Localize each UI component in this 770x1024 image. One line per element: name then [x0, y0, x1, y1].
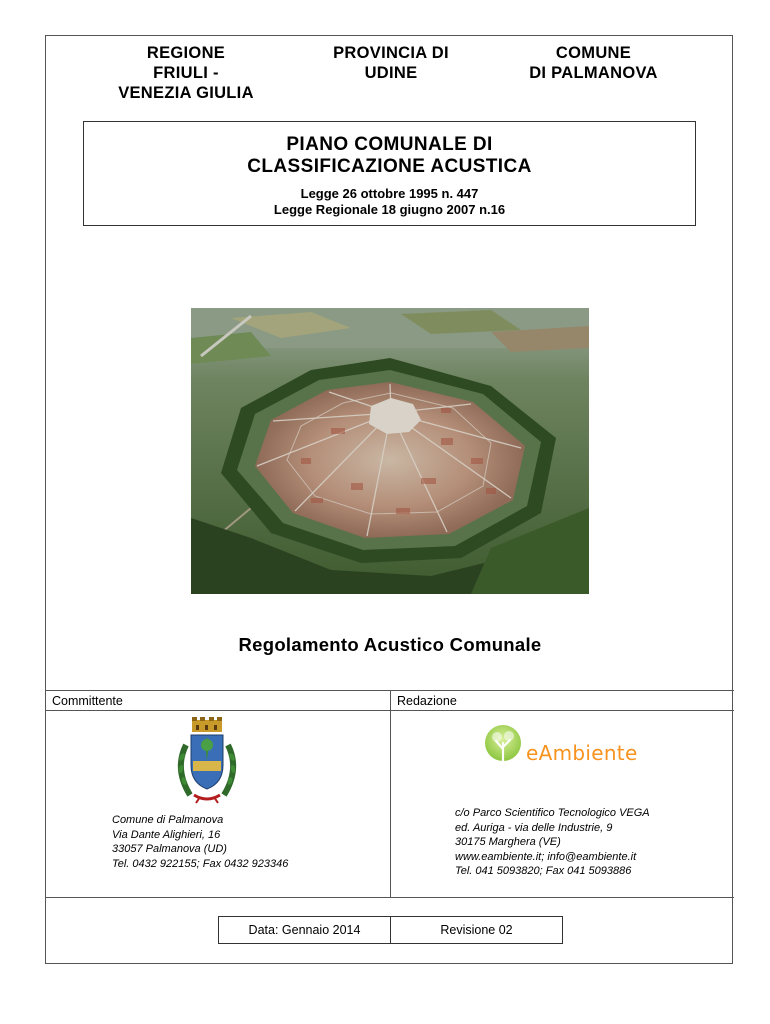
committente-address-line-2: Via Dante Alighieri, 16: [112, 828, 221, 841]
coat-of-arms-icon: [172, 717, 242, 805]
tree-logo-icon: [481, 721, 531, 767]
redazione-label: Redazione: [397, 694, 457, 708]
plan-title-line-1: PIANO COMUNALE DI: [286, 134, 493, 155]
law-reference-national: Legge 26 ottobre 1995 n. 447: [300, 186, 479, 201]
page-frame: [45, 35, 733, 964]
committente-address-line-1: Comune di Palmanova: [112, 814, 224, 826]
header-regione: [101, 43, 271, 103]
aerial-photo: [191, 308, 589, 594]
header-comune-line-1: COMUNE: [555, 44, 632, 62]
redazione-address-line-5: Tel. 041 5093820; Fax 041 5093886: [455, 865, 632, 877]
header-comune: [506, 43, 681, 83]
committente-address-line-4: Tel. 0432 922155; Fax 0432 923346: [112, 857, 289, 870]
plan-title-line-2: CLASSIFICAZIONE ACUSTICA: [247, 156, 532, 177]
redazione-address-line-4: www.eambiente.it; info@eambiente.it: [455, 850, 637, 863]
eambiente-logo-text: eAmbiente: [526, 741, 638, 765]
title-box: [83, 121, 696, 226]
law-references: [84, 186, 695, 218]
document-revision: Revisione 02: [440, 923, 513, 937]
committente-address-line-3: 33057 Palmanova (UD): [112, 843, 227, 855]
document-date: Data: Gennaio 2014: [219, 917, 391, 943]
header-provincia-line-1: PROVINCIA DI: [333, 44, 449, 62]
header-regione-line-3: VENEZIA GIULIA: [118, 84, 254, 102]
header-comune-line-2: DI PALMANOVA: [529, 64, 658, 82]
header-regione-line-1: REGIONE: [146, 44, 226, 62]
redazione-address-line-1: c/o Parco Scientifico Tecnologico VEGA: [455, 807, 650, 819]
document-title: Regolamento Acustico Comunale: [238, 634, 542, 655]
table-bottom-rule: [46, 897, 734, 898]
redazione-address: [455, 806, 650, 879]
header-provincia: [306, 43, 476, 83]
header-regione-line-2: FRIULI -: [153, 64, 219, 82]
committente-label: Committente: [52, 694, 123, 708]
law-reference-regional: Legge Regionale 18 giugno 2007 n.16: [273, 202, 506, 217]
redazione-address-line-2: ed. Auriga - via delle Industrie, 9: [455, 821, 613, 834]
header-provincia-line-2: UDINE: [364, 64, 418, 82]
redazione-address-line-3: 30175 Marghera (VE): [455, 836, 561, 848]
table-column-divider: [390, 690, 391, 897]
committente-address: [112, 813, 288, 871]
plan-title: [84, 134, 695, 178]
footer-box: [218, 916, 563, 944]
